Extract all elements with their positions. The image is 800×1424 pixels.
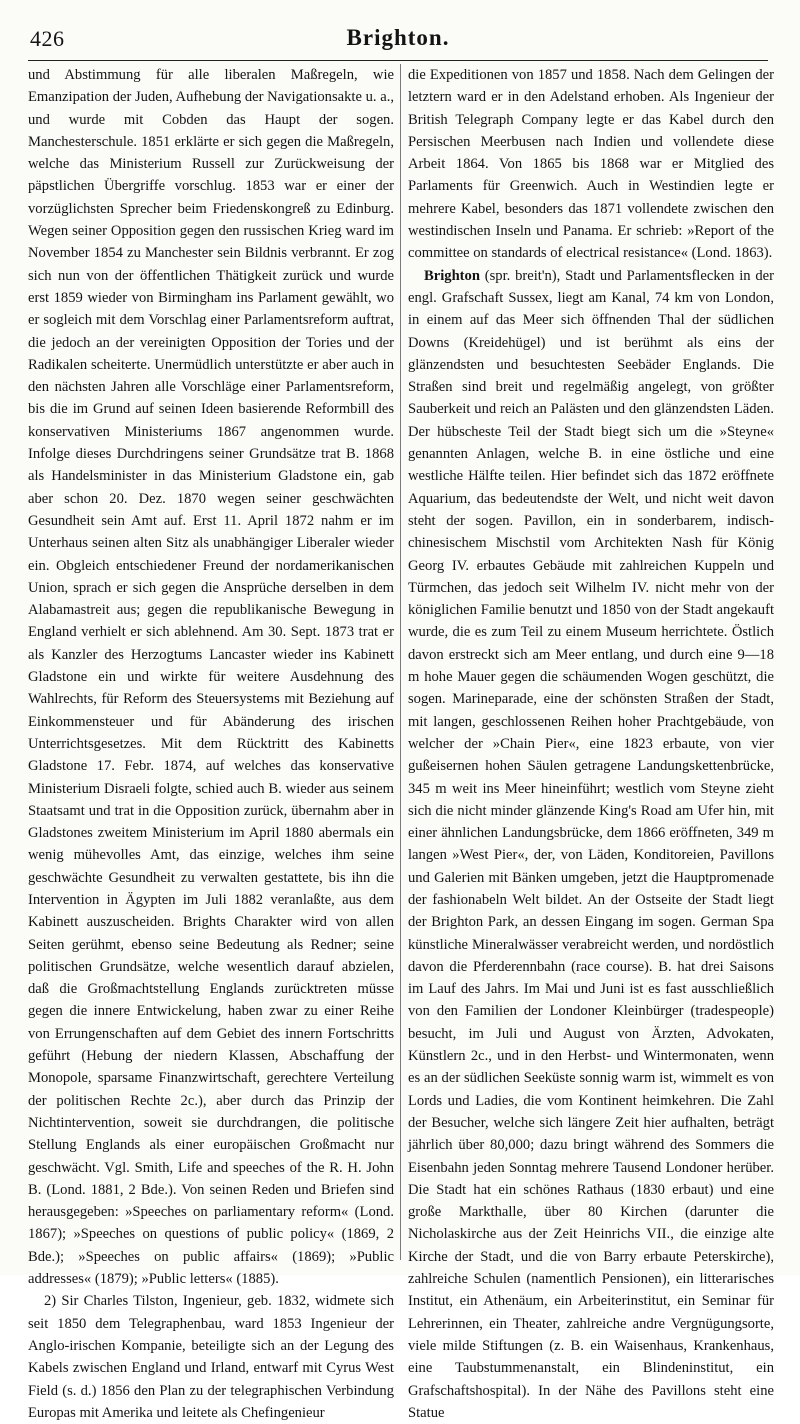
- column-divider: [400, 64, 401, 1260]
- right-column: [408, 64, 774, 1421]
- text-columns: [28, 64, 774, 1421]
- brighton-entry-text: (spr. breit'n), Stadt und Parlamentsflecken in der engl. Grafschaft Sussex, liegt am Kanal, 74 km von London, in einem auf das Meer sich öffnenden Thal der südlichen Downs (Kreidehügel) und ist berühmt als eins der glänzendsten und besuchtesten Seebäder Englands. Die Straßen sind breit und regelmäßig angelegt, von größter Sauberkeit und reich an Palästen und den glänzendsten Läden. Der hübscheste Teil der Stadt biegt sich um die »Steyne« genannten Anlagen, welche B. in eine östliche und eine westliche Hälfte teilen. Hier befindet sich das 1872 eröffnete Aquarium, das bedeutendste der Welt, und nicht weit davon steht der sogen. Pavillon, ein in sonderbarem, indisch-chinesischem Mischstil vom Architekten Nash für König Georg IV. erbautes Gebäude mit zahlreichen Kuppeln und Türmchen, das jedoch seit Wilhelm IV. nicht mehr von der königlichen Familie benutzt und 1850 von der Stadt angekauft wurde, die es zum Teil zu einem Museum herrichtete. Östlich davon erstreckt sich am Meer entlang, und durch eine 9—18 m hohe Mauer gegen die schäumenden Wogen geschützt, die sogen. Marineparade, eine der schönsten Straßen der Stadt, mit langen, geschlossenen Reihen hoher Prachtgebäude, von welcher der »Chain Pier«, eine 1823 erbaute, von vier gußeisernen hohen Säulen getragene Landungskettenbrücke, 345 m weit ins Meer hineinführt; westlich vom Steyne zieht sich die nicht minder glänzende King's Road am Ufer hin, mit einer ähnlichen Landungsbrücke, dem 1866 eröffneten, 349 m langen »West Pier«, der, von Läden, Konditoreien, Pavillons und Galerien mit Bänken umgeben, jetzt die Hauptpromenade der fashionabeln Welt bildet. An der Ostseite der Stadt liegt der Brighton Park, an dessen Eingang im sogen. German Spa künstliche Mineralwässer verabreicht werden, und nordöstlich davon die Pferderennbahn (race course). B. hat drei Saisons im Lauf des Jahrs. Im Mai und Juni ist es fast ausschließlich von den Familien der Londoner Kleinbürger (tradespeople) besucht, im Juli und August von Ärzten, Advokaten, Künstlern 2c., und in den Herbst- und Wintermonaten, wenn es an der südlichen Seeküste sonnig warm ist, wimmelt es von Lords und Ladies, die vom Kontinent heimkehren. Die Zahl der Besucher, welche sich längere Zeit hier aufhalten, beträgt jährlich über 80,000; dazu bringt während des Sommers die Eisenbahn jeden Sonntag mehrere Tausend Londoner herüber. Die Stadt hat ein schönes Rathaus (1830 erbaut) und eine große Markthalle, über 80 Kirchen (darunter die Nicholaskirche aus der Zeit Heinrichs VII., die einzige alte Kirche der Stadt, und die von Barry erbaute Peterskirche), zahlreiche Schulen (namentlich Pensionen), ein litterarisches Institut, ein Athenäum, ein Arbeiterinstitut, ein Seminar für Lehrerinnen, ein Theater, zahlreiche andre Vergnügungsorte, viele milde Stiftungen (z. B. ein Waisenhaus, Krankenhaus, eine Taubstummenanstalt, ein Blindeninstitut, ein Grafschaftshospital). In der Nähe des Pavillons steht eine Statue: [408, 267, 774, 1421]
- brighton-entry: [408, 265, 774, 1424]
- bright-biography-continued: und Abstimmung für alle liberalen Maßregeln, wie Emanzipation der Juden, Aufhebung der Navigationsakte u. a., und wurde mit Cobden das Haupt der sogen. Manchesterschule. 1851 erklärte er sich gegen die Maßregeln, welche das Ministerium Russell zur Zurückweisung der päpstlichen Übergriffe vorschlug. 1853 war er einer der vorzüglichsten Sprecher beim Friedenskongreß zu Edinburg. Wegen seiner Opposition gegen den russischen Krieg ward im November 1854 zu Manchester sein Bildnis verbrannt. Er zog sich nun von der öffentlichen Thätigkeit zurück und wurde erst 1859 wieder von Birmingham ins Parlament gewählt, wo er sogleich mit dem Vorschlag einer Parlamentsreform auftrat, die jedoch an der vereinigten Opposition der Tories und der Radikalen scheiterte. Unermüdlich unterstützte er aber auch in den nächsten Jahren alle Vorschläge einer Parlamentsreform, bis die im Grund auf seinen Ideen basierende Reformbill des konservativen Ministeriums 1867 angenommen wurde. Infolge dieses Durchdringens seiner Grundsätze trat B. 1868 als Handelsminister in das Ministerium Gladstone ein, gab aber schon 20. Dez. 1870 wegen seiner geschwächten Gesundheit sein Amt auf. Erst 11. April 1872 nahm er im Unterhaus seinen alten Sitz als unabhängiger Liberaler wieder ein. Obgleich entschiedener Freund der nordamerikanischen Union, sprach er sich gegen die Ansprüche derselben in dem Alabamastreit aus; gegen die republikanische Bewegung in England verhielt er sich ablehnend. Am 30. Sept. 1873 trat er als Kanzler des Herzogtums Lancaster wieder ins Kabinett Gladstone ein und wirkte für weitere Ausdehnung des Wahlrechts, für Reform des Steuersystems mit Beziehung auf Einkommensteuer und für Abänderung des irischen Unterrichtsgesetzes. Mit dem Rücktritt des Kabinetts Gladstone 17. Febr. 1874, auf welches das konservative Ministerium Disraeli folgte, schied auch B. wieder aus seinem Staatsamt und trat in die Opposition zurück, übernahm aber in Gladstones zweitem Ministerium im April 1880 abermals ein wenig mühevolles Amt, das einzige, welches ihm seine geschwächte Gesundheit zu verwalten gestattete, bis ihn die Intervention in Ägypten im Juli 1882 veranlaßte, aus dem Kabinett auszuscheiden. Brights Charakter wird von allen Seiten gerühmt, ebenso seine Bedeutung als Redner; seine politischen Grundsätze, welche wesentlich darauf abzielen, daß die Großmachtstellung Englands zurücktreten müsse gegen die innere Entwickelung, haben zwar zu einer Reihe von Errungenschaften auf dem Gebiet des innern Fortschritts geführt (Hebung der niedern Klassen, Abschaffung der Monopole, sparsame Finanzwirtschaft, gerechtere Verteilung der politischen Rechte 2c.), aber durch das Prinzip der Nichtintervention, soweit sie durchdrangen, die politische Stellung Englands als einer europäischen Großmacht nur geschwächt. Vgl. Smith, Life and speeches of the R. H. John B. (Lond. 1881, 2 Bde.). Von seinen Reden und Briefen sind herausgegeben: »Speeches on parliamentary reform« (Lond. 1867); »Speeches on questions of public policy« (1869, 2 Bde.); »Speeches on public affairs« (1869); »Public addresses« (1879); »Public letters« (1885).: [28, 67, 394, 1288]
- brighton-headword: Brighton: [424, 267, 480, 284]
- tilston-bright-entry-continued: die Expeditionen von 1857 und 1858. Nach dem Gelingen der letztern ward er in den Adelstand erhoben. Als Ingenieur der British Telegraph Company legte er das Kabel durch den Persischen Meerbusen nach Indien und vollendete diese Arbeit 1864. Von 1865 bis 1868 war er Mitglied des Parlaments für Greenwich. Auch in Westindien legte er mehrere Kabel, besonders das 1871 vollendete zwischen den westindischen Inseln und Panama. Er schrieb: »Report of the committee on standards of electrical resistance« (Lond. 1863).: [408, 67, 774, 262]
- charles-tilston-bright-entry: 2) Sir Charles Tilston, Ingenieur, geb. 1832, widmete sich seit 1850 dem Telegraphenbau, ward 1853 Ingenieur der Anglo-irischen Kompanie, beteiligte sich an der Legung des Kabels zwischen England und Irland, entwarf mit Cyrus West Field (s. d.) 1856 den Plan zu der telegraphischen Verbindung Europas mit Amerika und leitete als Chefingenieur: [28, 1293, 394, 1421]
- running-title: Brighton.: [346, 25, 450, 50]
- left-column: [28, 64, 394, 1421]
- page-header: [28, 20, 768, 61]
- page-number: 426: [30, 26, 65, 51]
